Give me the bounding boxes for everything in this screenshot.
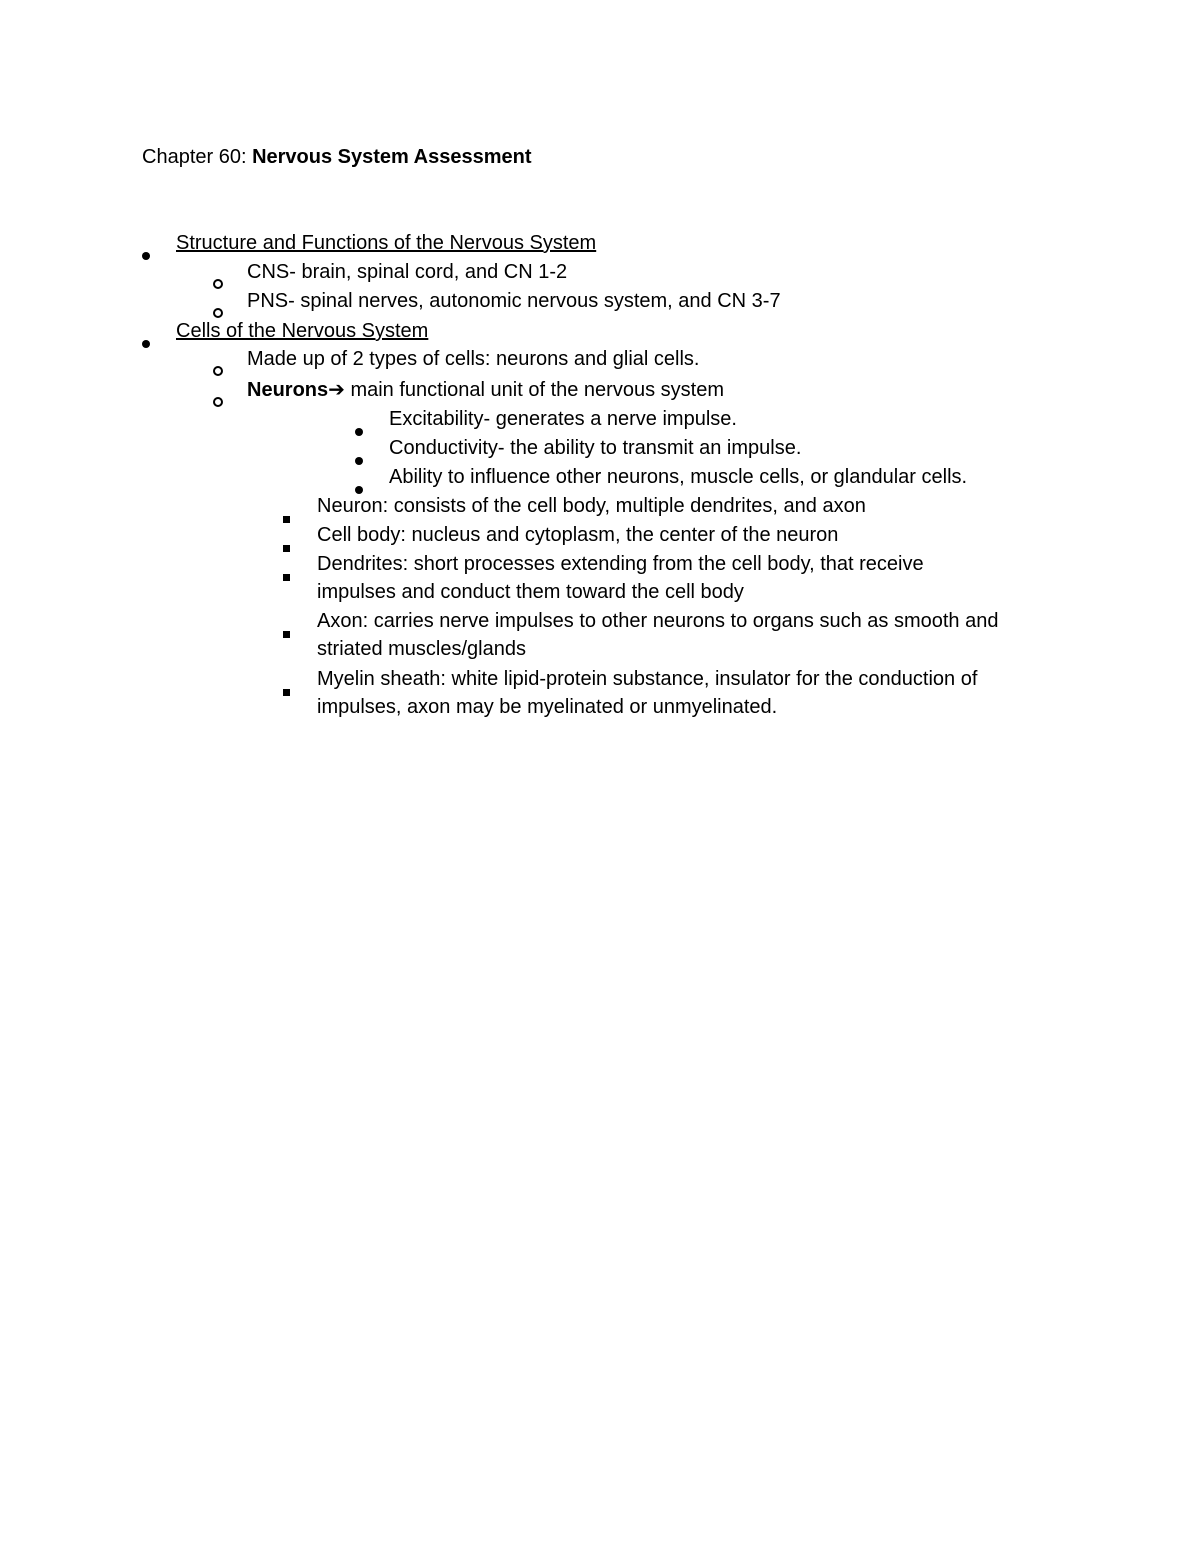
bullet-disc-icon	[142, 328, 150, 356]
list-item-cell-body: Cell body: nucleus and cytoplasm, the center of the neuron	[317, 524, 839, 546]
bullet-square-icon	[283, 532, 290, 560]
list-item-influence: Ability to influence other neurons, muscle cells, or glandular cells.	[389, 466, 968, 488]
list-item-axon-cont: striated muscles/glands	[317, 638, 526, 660]
bullet-ring-icon	[213, 269, 223, 297]
list-item-neurons	[247, 376, 724, 404]
list-item-axon: Axon: carries nerve impulses to other neurons to organs such as smooth and	[317, 610, 999, 632]
list-item-myelin-cont: impulses, axon may be myelinated or unmyelinated.	[317, 696, 778, 718]
list-item-dendrites-cont: impulses and conduct them toward the cell body	[317, 581, 744, 603]
arrow-right-icon: ➔	[328, 379, 345, 401]
title-prefix: Chapter 60:	[142, 146, 253, 168]
list-item-dendrites: Dendrites: short processes extending from the cell body, that receive	[317, 553, 924, 575]
list-item-myelin: Myelin sheath: white lipid-protein substance, insulator for the conduction of	[317, 668, 978, 690]
bullet-ring-icon	[213, 387, 223, 415]
bullet-square-icon	[283, 618, 290, 646]
list-item-pns: PNS- spinal nerves, autonomic nervous system, and CN 3-7	[247, 290, 781, 312]
list-item-cell-types: Made up of 2 types of cells: neurons and glial cells.	[247, 348, 700, 370]
title-main: Nervous System Assessment	[252, 146, 532, 168]
list-item-excitability: Excitability- generates a nerve impulse.	[389, 408, 737, 430]
bullet-ring-icon	[213, 356, 223, 384]
bullet-square-icon	[283, 561, 290, 589]
neurons-label: Neurons	[247, 379, 329, 401]
list-item-neuron: Neuron: consists of the cell body, multiple dendrites, and axon	[317, 495, 866, 517]
bullet-square-icon	[283, 676, 290, 704]
bullet-square-icon	[283, 503, 290, 531]
neurons-description: main functional unit of the nervous system	[344, 379, 724, 401]
section-heading-structure: Structure and Functions of the Nervous System	[176, 232, 597, 254]
list-item-cns: CNS- brain, spinal cord, and CN 1-2	[247, 261, 568, 283]
bullet-disc-icon	[355, 416, 363, 444]
bullet-disc-icon	[142, 240, 150, 268]
section-heading-cells: Cells of the Nervous System	[176, 320, 429, 342]
page-title	[142, 143, 531, 171]
bullet-disc-icon	[355, 445, 363, 473]
list-item-conductivity: Conductivity- the ability to transmit an impulse.	[389, 437, 802, 459]
